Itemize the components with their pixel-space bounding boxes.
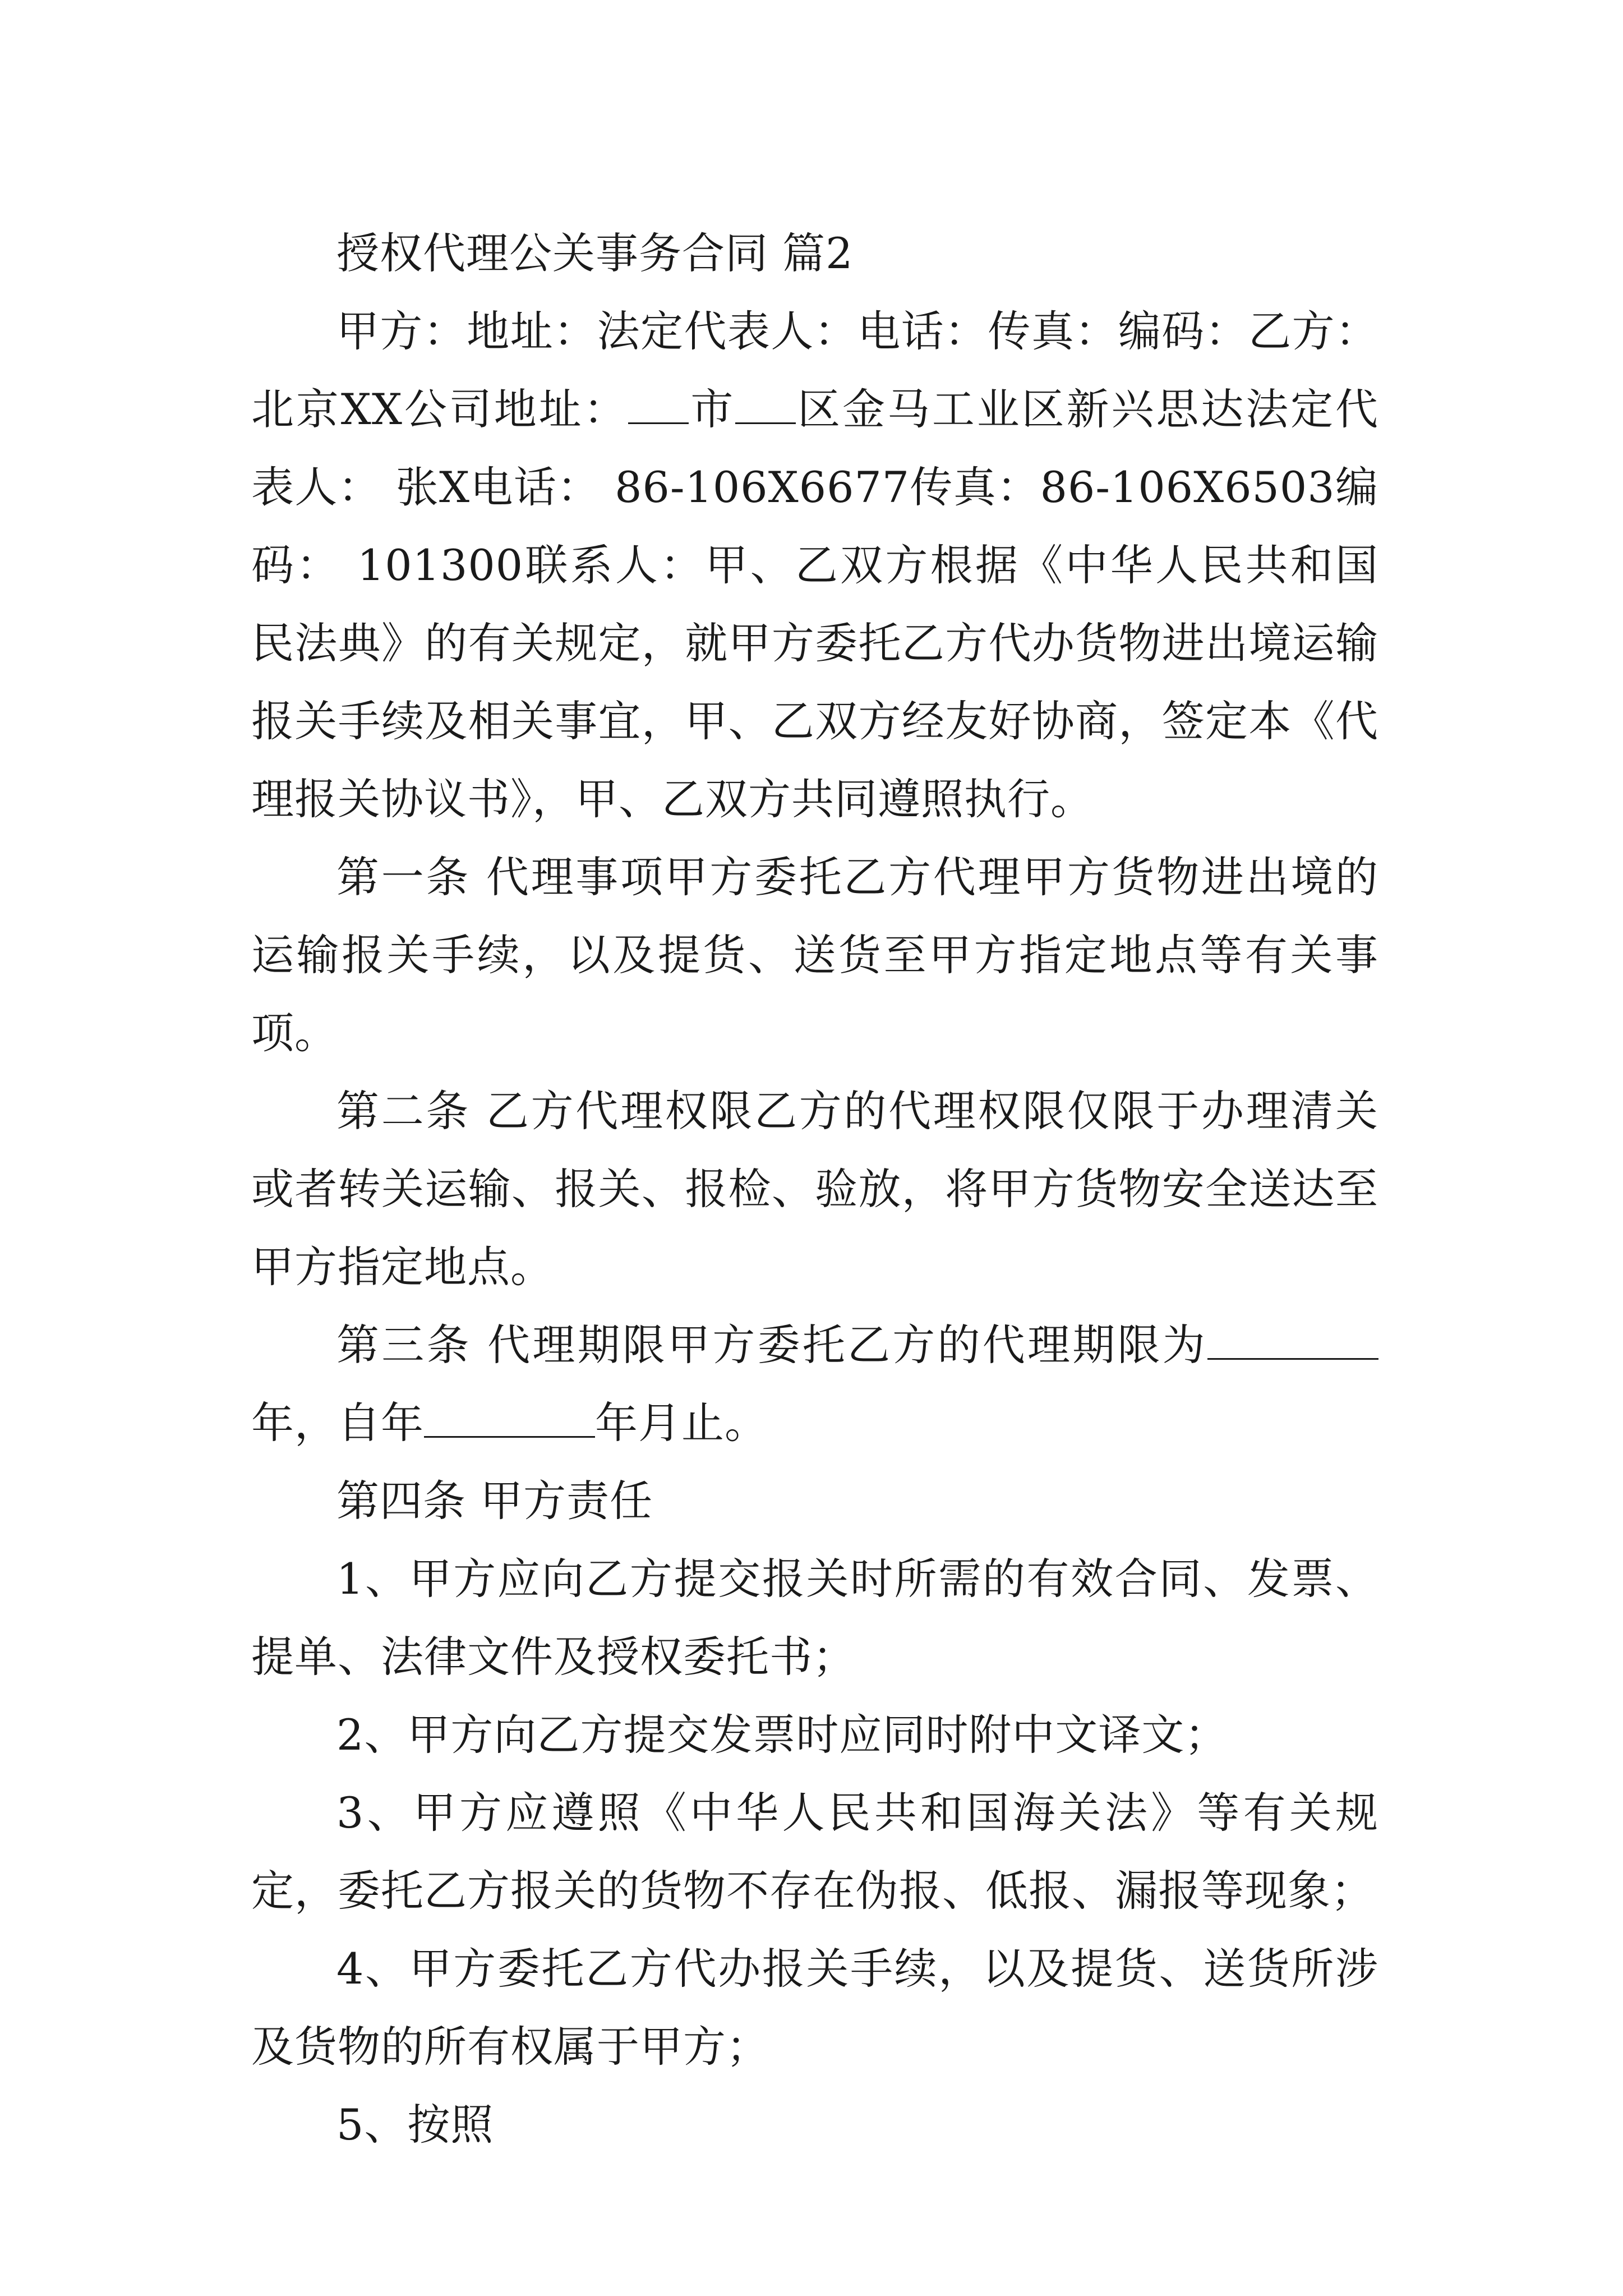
parties-text: 甲方：地址：法定代表人：电话：传真：编码：乙方：北京XX公司地址： bbox=[251, 306, 1378, 434]
document-body bbox=[251, 214, 1378, 2164]
period-blank bbox=[1207, 1321, 1378, 1360]
list-item-1: 1、甲方应向乙方提交报关时所需的有效合同、发票、提单、法律文件及授权委托书； bbox=[251, 1554, 1378, 1682]
list-item-2: 2、甲方向乙方提交发票时应同时附中文译文； bbox=[336, 1710, 1228, 1760]
start-year-blank bbox=[424, 1399, 595, 1438]
article-1: 第一条 代理事项甲方委托乙方代理甲方货物进出境的运输报关手续，以及提货、送货至甲方指定地点等有关事项。 bbox=[251, 852, 1378, 1058]
article-3-text-a: 第三条 代理期限甲方委托乙方的代理期限为 bbox=[336, 1320, 1207, 1370]
district-blank bbox=[735, 385, 796, 424]
article-3 bbox=[251, 1306, 1378, 1462]
list-item-3: 3、甲方应遵照《中华人民共和国海关法》等有关规定，委托乙方报关的货物不存在伪报、低报、漏报等现象； bbox=[251, 1788, 1378, 1916]
article-3-text-b: 年，自年 bbox=[251, 1398, 424, 1448]
city-blank bbox=[628, 385, 689, 424]
document-title: 授权代理公关事务合同 篇2 bbox=[336, 228, 854, 278]
parties-rest-text: 区金马工业区新兴思达法定代表人： 张X电话： 86-106X6677传真：86-106X6503编码： 101300联系人：甲、乙双方根据《中华人民共和国民法典》的有关规定，就甲方委托乙方代办货物进出境运输报关手续及相关事宜，甲、乙双方经友好协商，签定本《代理报关协议书》，甲、乙双方共同遵照执行。 bbox=[251, 384, 1379, 824]
list-item-5: 5、按照 bbox=[336, 2100, 494, 2150]
article-2: 第二条 乙方代理权限乙方的代理权限仅限于办理清关或者转关运输、报关、报检、验放，将甲方货物安全送达至甲方指定地点。 bbox=[251, 1086, 1378, 1292]
list-item-4: 4、甲方委托乙方代办报关手续，以及提货、送货所涉及货物的所有权属于甲方； bbox=[251, 1944, 1378, 2072]
article-4-heading: 第四条 甲方责任 bbox=[336, 1476, 653, 1526]
parties-paragraph bbox=[251, 292, 1378, 838]
article-3-text-c: 年月止。 bbox=[595, 1398, 768, 1448]
parties-city-text: 市 bbox=[689, 384, 736, 434]
